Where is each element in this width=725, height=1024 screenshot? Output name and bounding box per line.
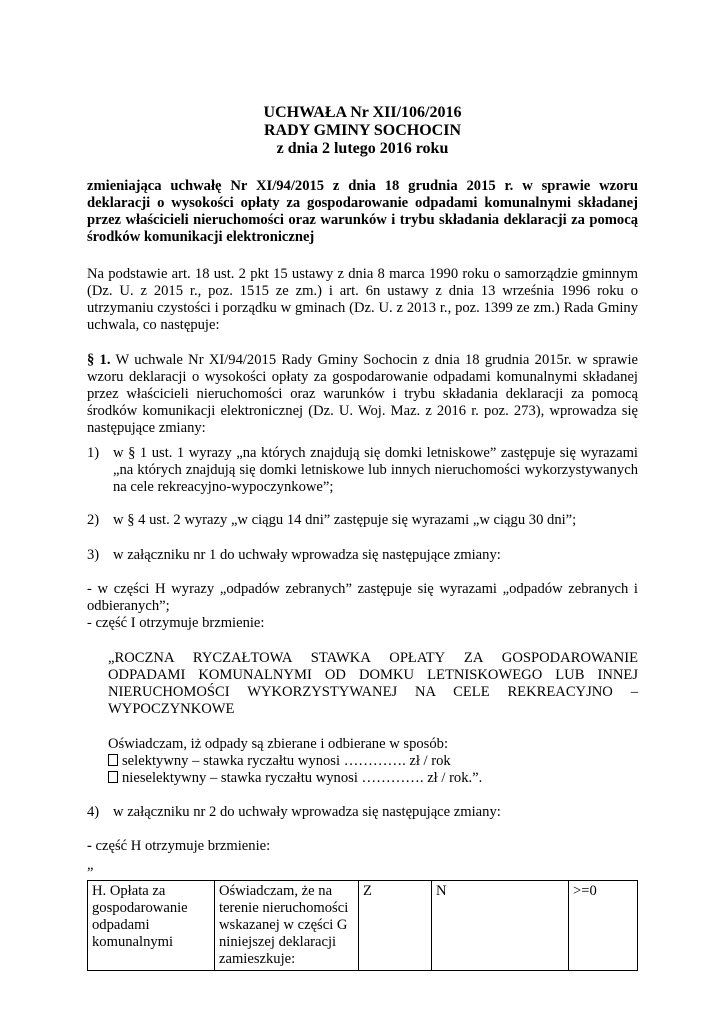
list-item [87, 445, 638, 496]
declaration-text: Oświadczam, iż odpady są zbierane i odbierane w sposób: [108, 736, 449, 752]
list-number: 3) [87, 547, 100, 563]
part-i-change: - część I otrzymuje brzmienie: [87, 615, 265, 631]
table-cell: H. Opłata za gospodarowanie odpadami komunalnymi [88, 881, 215, 971]
checkbox-icon [108, 754, 118, 766]
list-text: w załączniku nr 1 do uchwały wprowadza się następujące zmiany: [113, 547, 501, 563]
legal-basis: Na podstawie art. 18 ust. 2 pkt 15 ustawy z dnia 8 marca 1990 roku o samorządzie gminnym (Dz. U. z 2015 r., poz. 1515 ze zm.) i art. 6n ustawy z dnia 13 września 1996 roku o utrzymaniu czystości i porządku w gminach (Dz. U. z 2013 r., poz. 1399 ze zm.) Rada Gminy uchwala, co następuje: [87, 266, 638, 333]
section-1 [87, 352, 638, 437]
section-1-text: W uchwale Nr XI/94/2015 Rady Gminy Sochocin z dnia 18 grudnia 2015r. w sprawie wzoru deklaracji o wysokości opłaty za gospodarowanie odpadami komunalnymi składanej przez właścicieli nieruchomości oraz warunków i trybu składania deklaracji za pomocą środków komunikacji elektronicznej (Dz. U. Woj. Maz. z 2016 r. poz. 273), wprowadza się następujące zmiany: [87, 352, 639, 436]
part-h2-change [87, 838, 638, 855]
list-text: w załączniku nr 2 do uchwały wprowadza się następujące zmiany: [113, 804, 501, 820]
part-h-table [87, 880, 638, 971]
list-text: w § 1 ust. 1 wyrazy „na których znajdują się domki letniskowe” zastępuje się wyrazami „na których znajdują się domki letniskowe lub innych nieruchomości wykorzystywanych na cele rekreacyjno-wypoczynkowe”; [113, 445, 638, 495]
council-name: RADY GMINY SOCHOCIN [263, 122, 462, 139]
resolution-subject: zmieniająca uchwałę Nr XI/94/2015 z dnia 18 grudnia 2015 r. w sprawie wzoru deklaracji o wysokości opłaty za gospodarowanie odpadami komunalnymi składanej przez właścicieli nieruchomości oraz warunków i trybu składania deklaracji za pomocą środków komunikacji elektronicznej [87, 178, 638, 245]
section-1-label: § 1. [87, 352, 111, 368]
list-number: 1) [87, 445, 100, 461]
resolution-number: UCHWAŁA Nr XII/106/2016 [263, 104, 462, 121]
table-row [88, 881, 638, 971]
list-number: 4) [87, 804, 100, 820]
quoted-title: „ROCZNA RYCZAŁTOWA STAWKA OPŁATY ZA GOSPODAROWANIE ODPADAMI KOMUNALNYMI OD DOMKU LETNISKOWEGO LUB INNEJ NIERUCHOMOŚCI WYKORZYSTYWANEJ NA CELE REKREACYJNO – WYPOCZYNKOWE [108, 650, 638, 717]
list-item [87, 512, 638, 529]
checkbox-icon [108, 771, 118, 783]
list-number: 2) [87, 512, 100, 528]
table-cell: Oświadczam, że na terenie nieruchomości wskazanej w części G niniejszej deklaracji zamieszkuje: [215, 881, 359, 971]
list-item [87, 547, 638, 564]
table-cell: >=0 [569, 881, 638, 971]
option-nonselective-label: nieselektywny – stawka ryczałtu wynosi …………. zł / rok.”. [122, 770, 483, 786]
open-quote-mark: „ [87, 857, 94, 873]
part-h-change: - w części H wyrazy „odpadów zebranych” zastępuje się wyrazami „odpadów zebranych i odbieranych”; [87, 581, 638, 614]
list-item [87, 804, 638, 821]
option-selective-label: selektywny – stawka ryczałtu wynosi …………. zł / rok [122, 753, 451, 769]
table-cell: N [432, 881, 569, 971]
option-selective [108, 753, 638, 770]
option-nonselective [108, 770, 638, 787]
resolution-date: z dnia 2 lutego 2016 roku [276, 140, 449, 157]
dash: - [87, 838, 92, 854]
document-page [87, 104, 638, 971]
list-text: w § 4 ust. 2 wyrazy „w ciągu 14 dni” zastępuje się wyrazami „w ciągu 30 dni”; [113, 512, 577, 528]
table-cell: Z [359, 881, 432, 971]
part-h2-text: część H otrzymuje brzmienie: [91, 838, 271, 854]
